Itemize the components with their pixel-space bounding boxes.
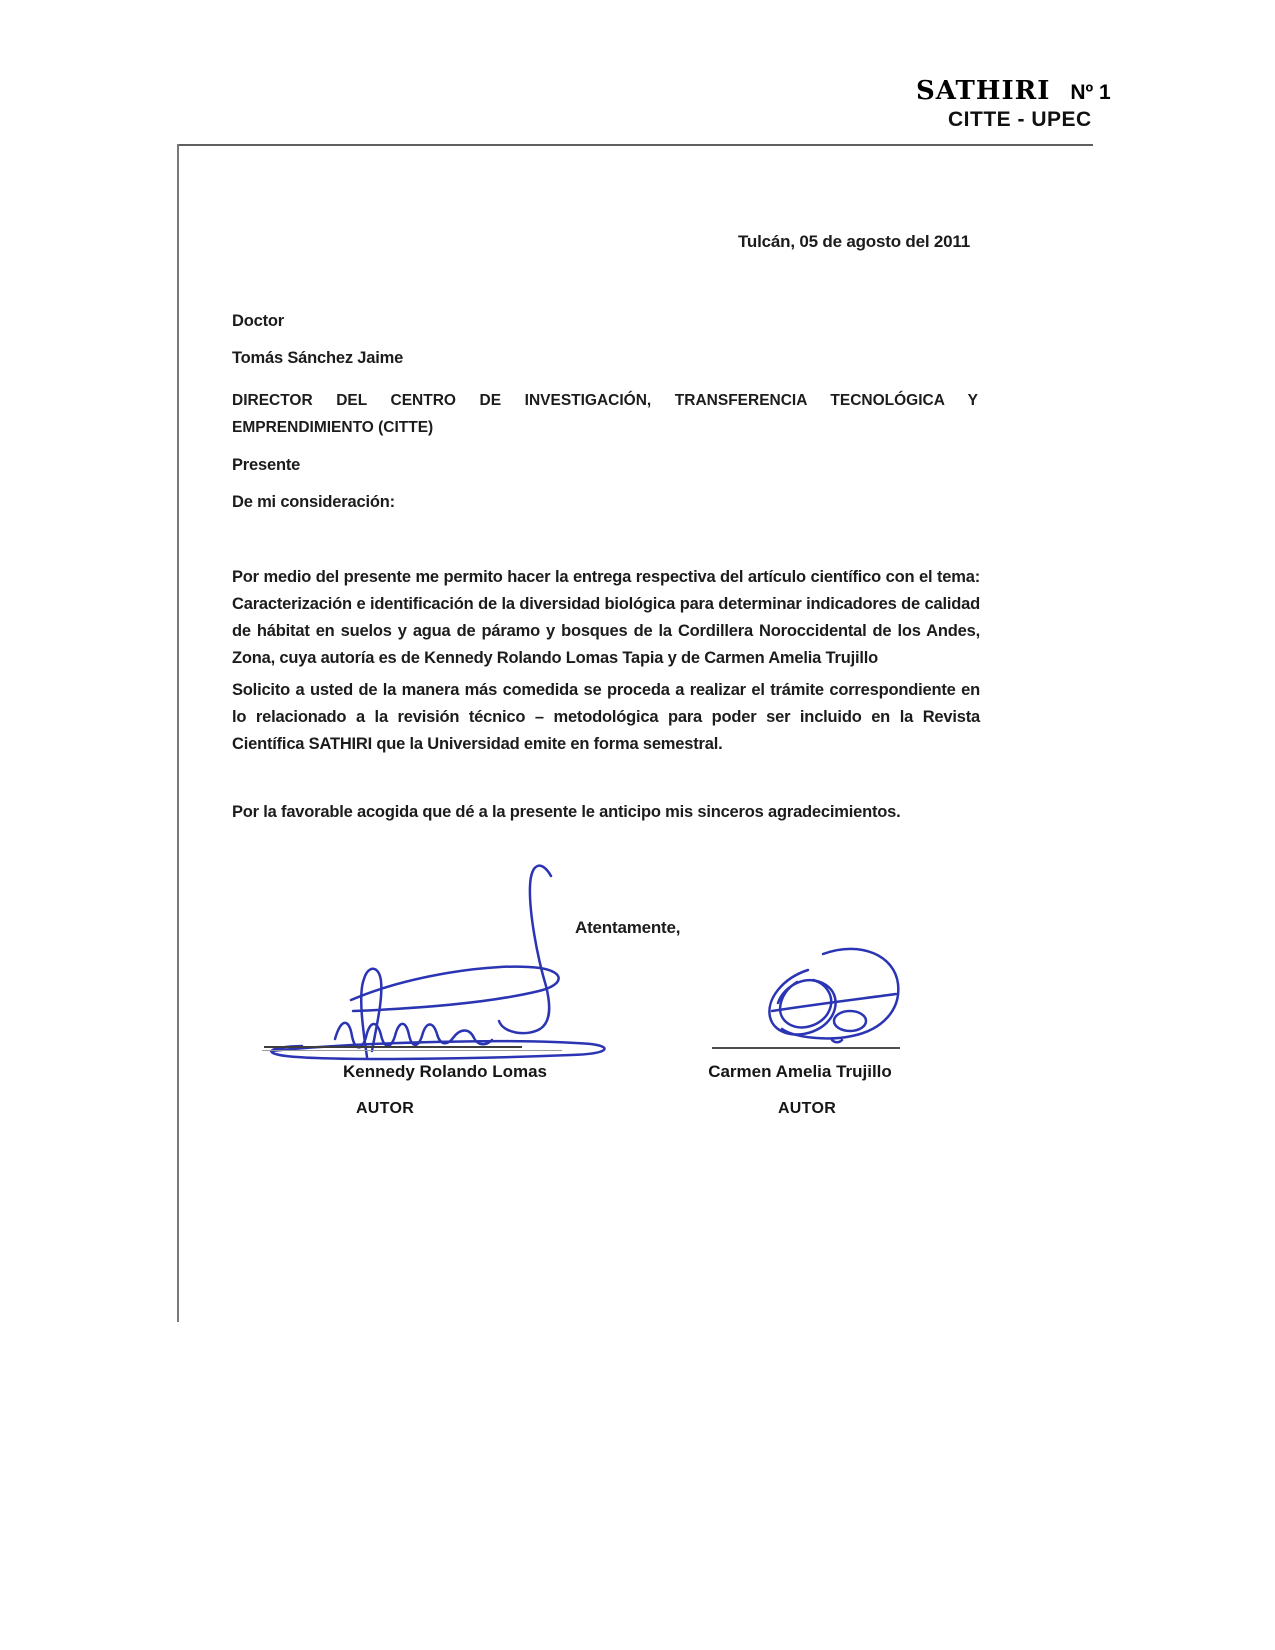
recipient-title-line-1: DIRECTOR DEL CENTRO DE INVESTIGACIÓN, TRANSFERENCIA TECNOLÓGICA Y: [232, 392, 978, 409]
page-left-border-line: [177, 144, 179, 1322]
kennedy-signature-line-shadow: [262, 1050, 562, 1051]
body-paragraph-3: Por la favorable acogida que dé a la presente le anticipo mis sinceros agradecimientos.: [232, 803, 901, 821]
journal-issue-number: Nº 1: [1070, 81, 1111, 104]
journal-title: SATHIRI: [916, 76, 1051, 106]
letter-date: Tulcán, 05 de agosto del 2011: [738, 232, 970, 251]
kennedy-signature-ink: [255, 858, 620, 1063]
body-paragraph-1: Por medio del presente me permito hacer la entrega respectiva del artículo científico con el tema: Caracterización e identificación de la diversidad biológica para determinar indicadores de calidad de hábitat en suelos y agua de páramo y bosques de la Cordillera Noroccidental de los Andes, Zona, cuya autoría es de Kennedy Rolando Lomas Tapia y de Carmen Amelia Trujillo: [232, 568, 980, 667]
recipient-name: Tomás Sánchez Jaime: [232, 349, 404, 367]
signatory-role-carmen: AUTOR: [777, 1100, 837, 1117]
journal-organization: CITTE - UPEC: [948, 108, 1092, 131]
kennedy-signature-line: [264, 1046, 522, 1048]
signatory-name-carmen: Carmen Amelia Trujillo: [708, 1062, 892, 1081]
carmen-signature-ink: [735, 940, 925, 1050]
letter-greeting: De mi consideración:: [232, 493, 395, 511]
recipient-salutation: Doctor: [232, 312, 284, 330]
header-divider-line: [177, 144, 1093, 146]
carmen-signature-line: [712, 1047, 900, 1049]
letter-closing: Atentamente,: [575, 918, 681, 937]
signatory-name-kennedy: Kennedy Rolando Lomas: [342, 1062, 548, 1081]
signatory-role-kennedy: AUTOR: [355, 1100, 415, 1117]
presente-label: Presente: [232, 456, 301, 474]
body-paragraph-2: Solicito a usted de la manera más comedida se proceda a realizar el trámite correspondiente en lo relacionado a la revisión técnico – metodológica para poder ser incluido en la Revista Científica SATHIRI que la Universidad emite en forma semestral.: [232, 681, 980, 753]
recipient-title-line-2: EMPRENDIMIENTO (CITTE): [232, 419, 434, 436]
journal-header: [916, 76, 1111, 106]
